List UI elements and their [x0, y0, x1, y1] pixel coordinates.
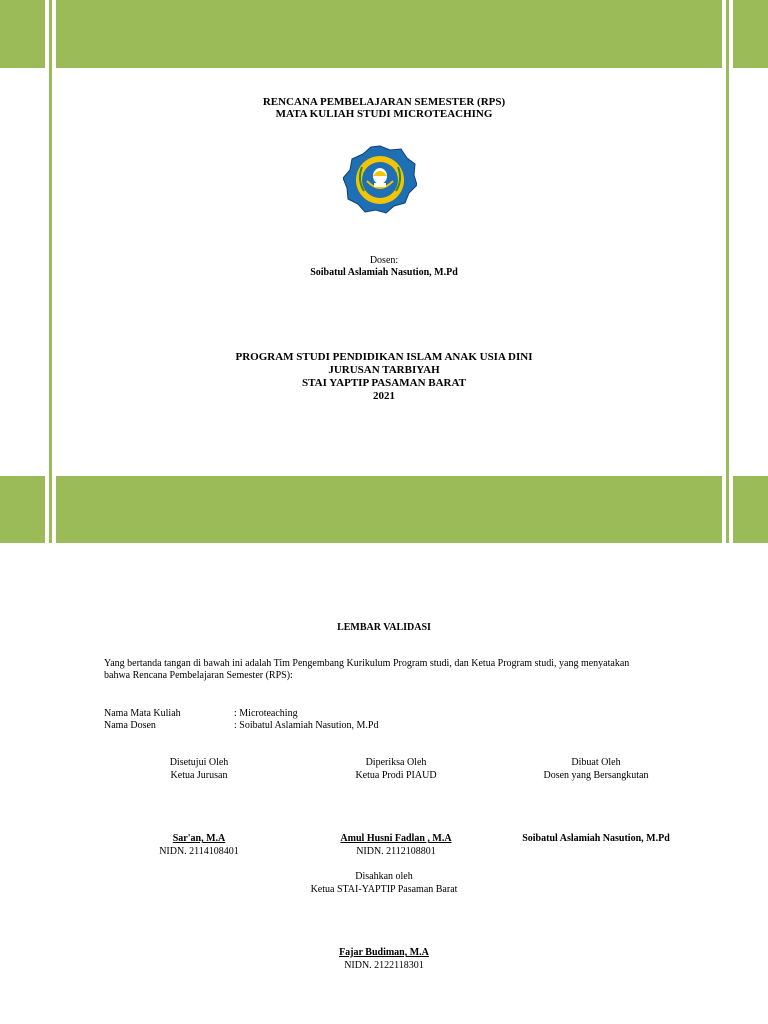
- program-line2: JURUSAN TARBIYAH: [328, 364, 440, 376]
- signer-position: Dosen yang Bersangkutan: [543, 770, 649, 781]
- ratified-name-text: Fajar Budiman, M.A: [339, 947, 429, 958]
- institution-logo: [343, 145, 417, 215]
- intro-line1: Yang bertanda tangan di bawah ini adalah Tim Pengembang Kurikulum Program studi, dan Ketua Program studi, yang menyatakan: [104, 658, 630, 669]
- cover-title-line2: MATA KULIAH STUDI MICROTEACHING: [275, 108, 493, 120]
- signer-checker-signature: [296, 832, 496, 858]
- signer-author: [496, 756, 696, 782]
- ratified-nidn: NIDN. 2122118301: [344, 960, 424, 971]
- field-label-lecturer: Nama Dosen: [104, 720, 156, 731]
- bottom-green-band: [0, 476, 768, 543]
- field-value-course: : Microteaching: [234, 708, 298, 719]
- field-label-course: Nama Mata Kuliah: [104, 708, 181, 719]
- cover-title-line1: RENCANA PEMBELAJARAN SEMESTER (RPS): [262, 96, 506, 108]
- top-green-band: [0, 0, 768, 68]
- signer-nidn: NIDN. 2112108801: [356, 846, 436, 857]
- signer-approver: [99, 756, 299, 782]
- validation-heading: LEMBAR VALIDASI: [337, 622, 431, 633]
- intro-line2: bahwa Rencana Pembelajaran Semester (RPS):: [104, 670, 293, 681]
- signer-role: Dibuat Oleh: [571, 757, 621, 768]
- signer-approver-signature: [99, 832, 299, 858]
- ratified-label1: Disahkan oleh: [355, 871, 413, 882]
- signer-position: Ketua Jurusan: [170, 770, 228, 781]
- program-year: 2021: [373, 390, 395, 402]
- dosen-label: Dosen:: [369, 255, 399, 266]
- signer-author-signature: [496, 832, 696, 845]
- dosen-name: Soibatul Aslamiah Nasution, M.Pd: [310, 267, 458, 278]
- signer-nidn: NIDN. 2114108401: [159, 846, 239, 857]
- program-line1: PROGRAM STUDI PENDIDIKAN ISLAM ANAK USIA DINI: [235, 351, 533, 363]
- signer-checker: [296, 756, 496, 782]
- signer-position: Ketua Prodi PIAUD: [355, 770, 437, 781]
- field-value-lecturer: : Soibatul Aslamiah Nasution, M.Pd: [234, 720, 379, 731]
- ratified-label2: Ketua STAI-YAPTIP Pasaman Barat: [310, 884, 458, 895]
- signer-role: Diperiksa Oleh: [365, 757, 427, 768]
- signer-name: Sar'an, M.A: [172, 833, 226, 844]
- signer-name: Amul Husni Fadlan , M.A: [340, 833, 452, 844]
- program-line3: STAI YAPTIP PASAMAN BARAT: [302, 377, 466, 389]
- signer-name: Soibatul Aslamiah Nasution, M.Pd: [522, 833, 670, 844]
- signer-role: Disetujui Oleh: [169, 757, 229, 768]
- ratified-name: [0, 946, 768, 959]
